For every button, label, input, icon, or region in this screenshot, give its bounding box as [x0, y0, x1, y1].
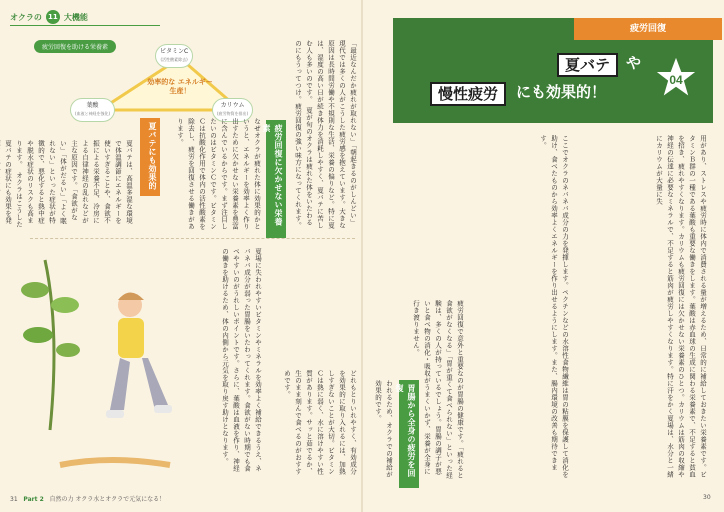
diagram-center-text: 効率的な エネルギー生産！ [147, 78, 213, 95]
node-vitamin-c-sub: (活性酸素除去) [160, 57, 188, 62]
section-number: 04 [669, 73, 683, 87]
node-folic-acid-label: 葉酸 [86, 102, 99, 109]
left-body-col3: 夏バテは、高温多湿な環境で体温調節にエネルギーを使いすぎることや、食欲不振による栄養不足、冷房による自律神経の乱れなどが主な原因です。「食欲がない」「体がだるい」「よく眠れない」といった症状が特徴的で、悪化すると熱中症や脱水症状のリスクも高まります。 オクラはこうした夏バテの症状にも効果を発 [4, 140, 133, 228]
series-prefix: オクラの [10, 12, 42, 22]
node-folic-acid-sub: (血液と神経を強化) [75, 111, 111, 116]
left-body-col4: 夏場に失われやすいビタミンやミネラルを効率よく補給できるうえ、ネバネバ成分が弱った胃腸をいたわってくれます。食欲がない時期でも食べやすいのがうれしいポイントです。さらに、葉酸は血液を作り、神経の働きを助けるため、体の内側から元気を取り戻す助けとなります。 [221, 248, 262, 472]
left-page-number: 31 [10, 496, 18, 503]
title-boxed-chronic: 慢性疲労 [430, 82, 506, 106]
heading-nutrients: 疲労回復に欠かせない栄養素 [266, 120, 286, 238]
section-divider [30, 238, 355, 239]
right-page-number: 30 [703, 494, 711, 501]
node-vitamin-c-label: ビタミンC [160, 48, 189, 55]
right-body-col4: 用があり、ストレスや疲労時に体内で消費される量が増えるため、日常的に補給しておきたい栄養素です。ビタミンＢ群の一種である葉酸も重要な働きをします。葉酸は赤血球の生成に関わる栄養素で、不足すると貧血を招き、疲れやすくなります。カリウムも疲労回復には欠かせない栄養素のひとつ。カリウムは筋肉の収縮や神経の伝達に必要なミネラルで、不足すると筋肉が疲労しやすくなります。特に汗をかく夏場は、水分と一緒にカリウムが大量に失 [655, 135, 707, 478]
part-label: Part 2 [23, 496, 44, 503]
okra-section-star-icon [652, 53, 700, 101]
left-body-col2: なぜオクラが疲れた体に効果的かというと、エネルギーを効率よく作り出すために欠かせない栄養素を豊富に含んでいるからです。まず注目したいのはビタミンＣです。ビタミンＣは抗酸化作用で体内の活性酸素を除去し、疲労を回復させる働きがあります。 [176, 118, 261, 230]
okra-plant-illustration [21, 260, 80, 430]
series-suffix: 大機能 [63, 12, 88, 22]
category-tag: 疲労回復 [574, 18, 722, 40]
node-vitamin-c [155, 44, 193, 68]
footer-caption: 自然の力 オクラ水とオクラで元気になる！ [49, 496, 166, 503]
heading-digestive: 胃腸から全身の疲労を回復 [399, 380, 419, 488]
title-line1-rest: や [626, 54, 642, 72]
heading-summer-fatigue: 夏バテにも効果的 [140, 118, 160, 196]
node-folic-acid [70, 98, 115, 122]
footer-left [10, 494, 165, 503]
right-body-col3: ここでオクラのネバネバ成分の力を発揮します。ペクチンなどの水溶性食物繊維は胃の粘膜を保護して消化を助け、食べたものから効率よくエネルギーを作り出せるようにします。また、腸内環境の改善も期待できます。 [539, 135, 569, 478]
title-boxed-summer: 夏バテ [557, 53, 618, 77]
page-spine [361, 0, 363, 512]
series-header [10, 10, 88, 24]
title-line2-rest: にも効果的！ [516, 83, 607, 101]
left-body-col5: どれもとりいれやすく、有効成分を効果的に取り入れるには、加熱しすぎないことが大切。ビタミンＣは熱に弱く、水に溶けやすい性質があります。サッと茹でるか、生のまま刻んで食べるのがおすすめです。 [283, 370, 357, 475]
walking-woman-illustration [20, 250, 180, 480]
node-potassium-label: カリウム [220, 102, 245, 109]
left-body-col1: 「最近なんだか疲れが取れない」「朝起きるのがしんどい」 現代では多くの人がこうした疲労感を抱えています。大きな原因は長時間労働や不規則な生活、栄養の偏りなど。特に夏は、湿度の高い日が続き体力を消耗しやすく、夏バテに苦しむ人も多いのです。 夏が旬のオクラは疲れた体をいたわるのにもうってつけ。疲労回復の強い味方になってくれます。 [294, 40, 357, 230]
right-body-col2: 疲労回復で意外と重要なのが胃腸の健康です。「疲れると食欲がなくなる」「胃が重くて食べられない」といった経験は、多くの人が持っているでしょう。胃腸の調子が悪いと食べ物の消化・吸収がうまくいかず、栄養が全身に行き渡りません。 [412, 300, 464, 479]
header-rule [10, 25, 160, 26]
diagram-title: 疲労回復を助ける栄養素 [34, 40, 116, 53]
series-number-badge: 11 [46, 10, 60, 24]
node-potassium-sub: (疲労物質を排出) [217, 111, 249, 116]
right-body-col1: われるため、オクラでの補給が効果的です。 [374, 380, 393, 478]
